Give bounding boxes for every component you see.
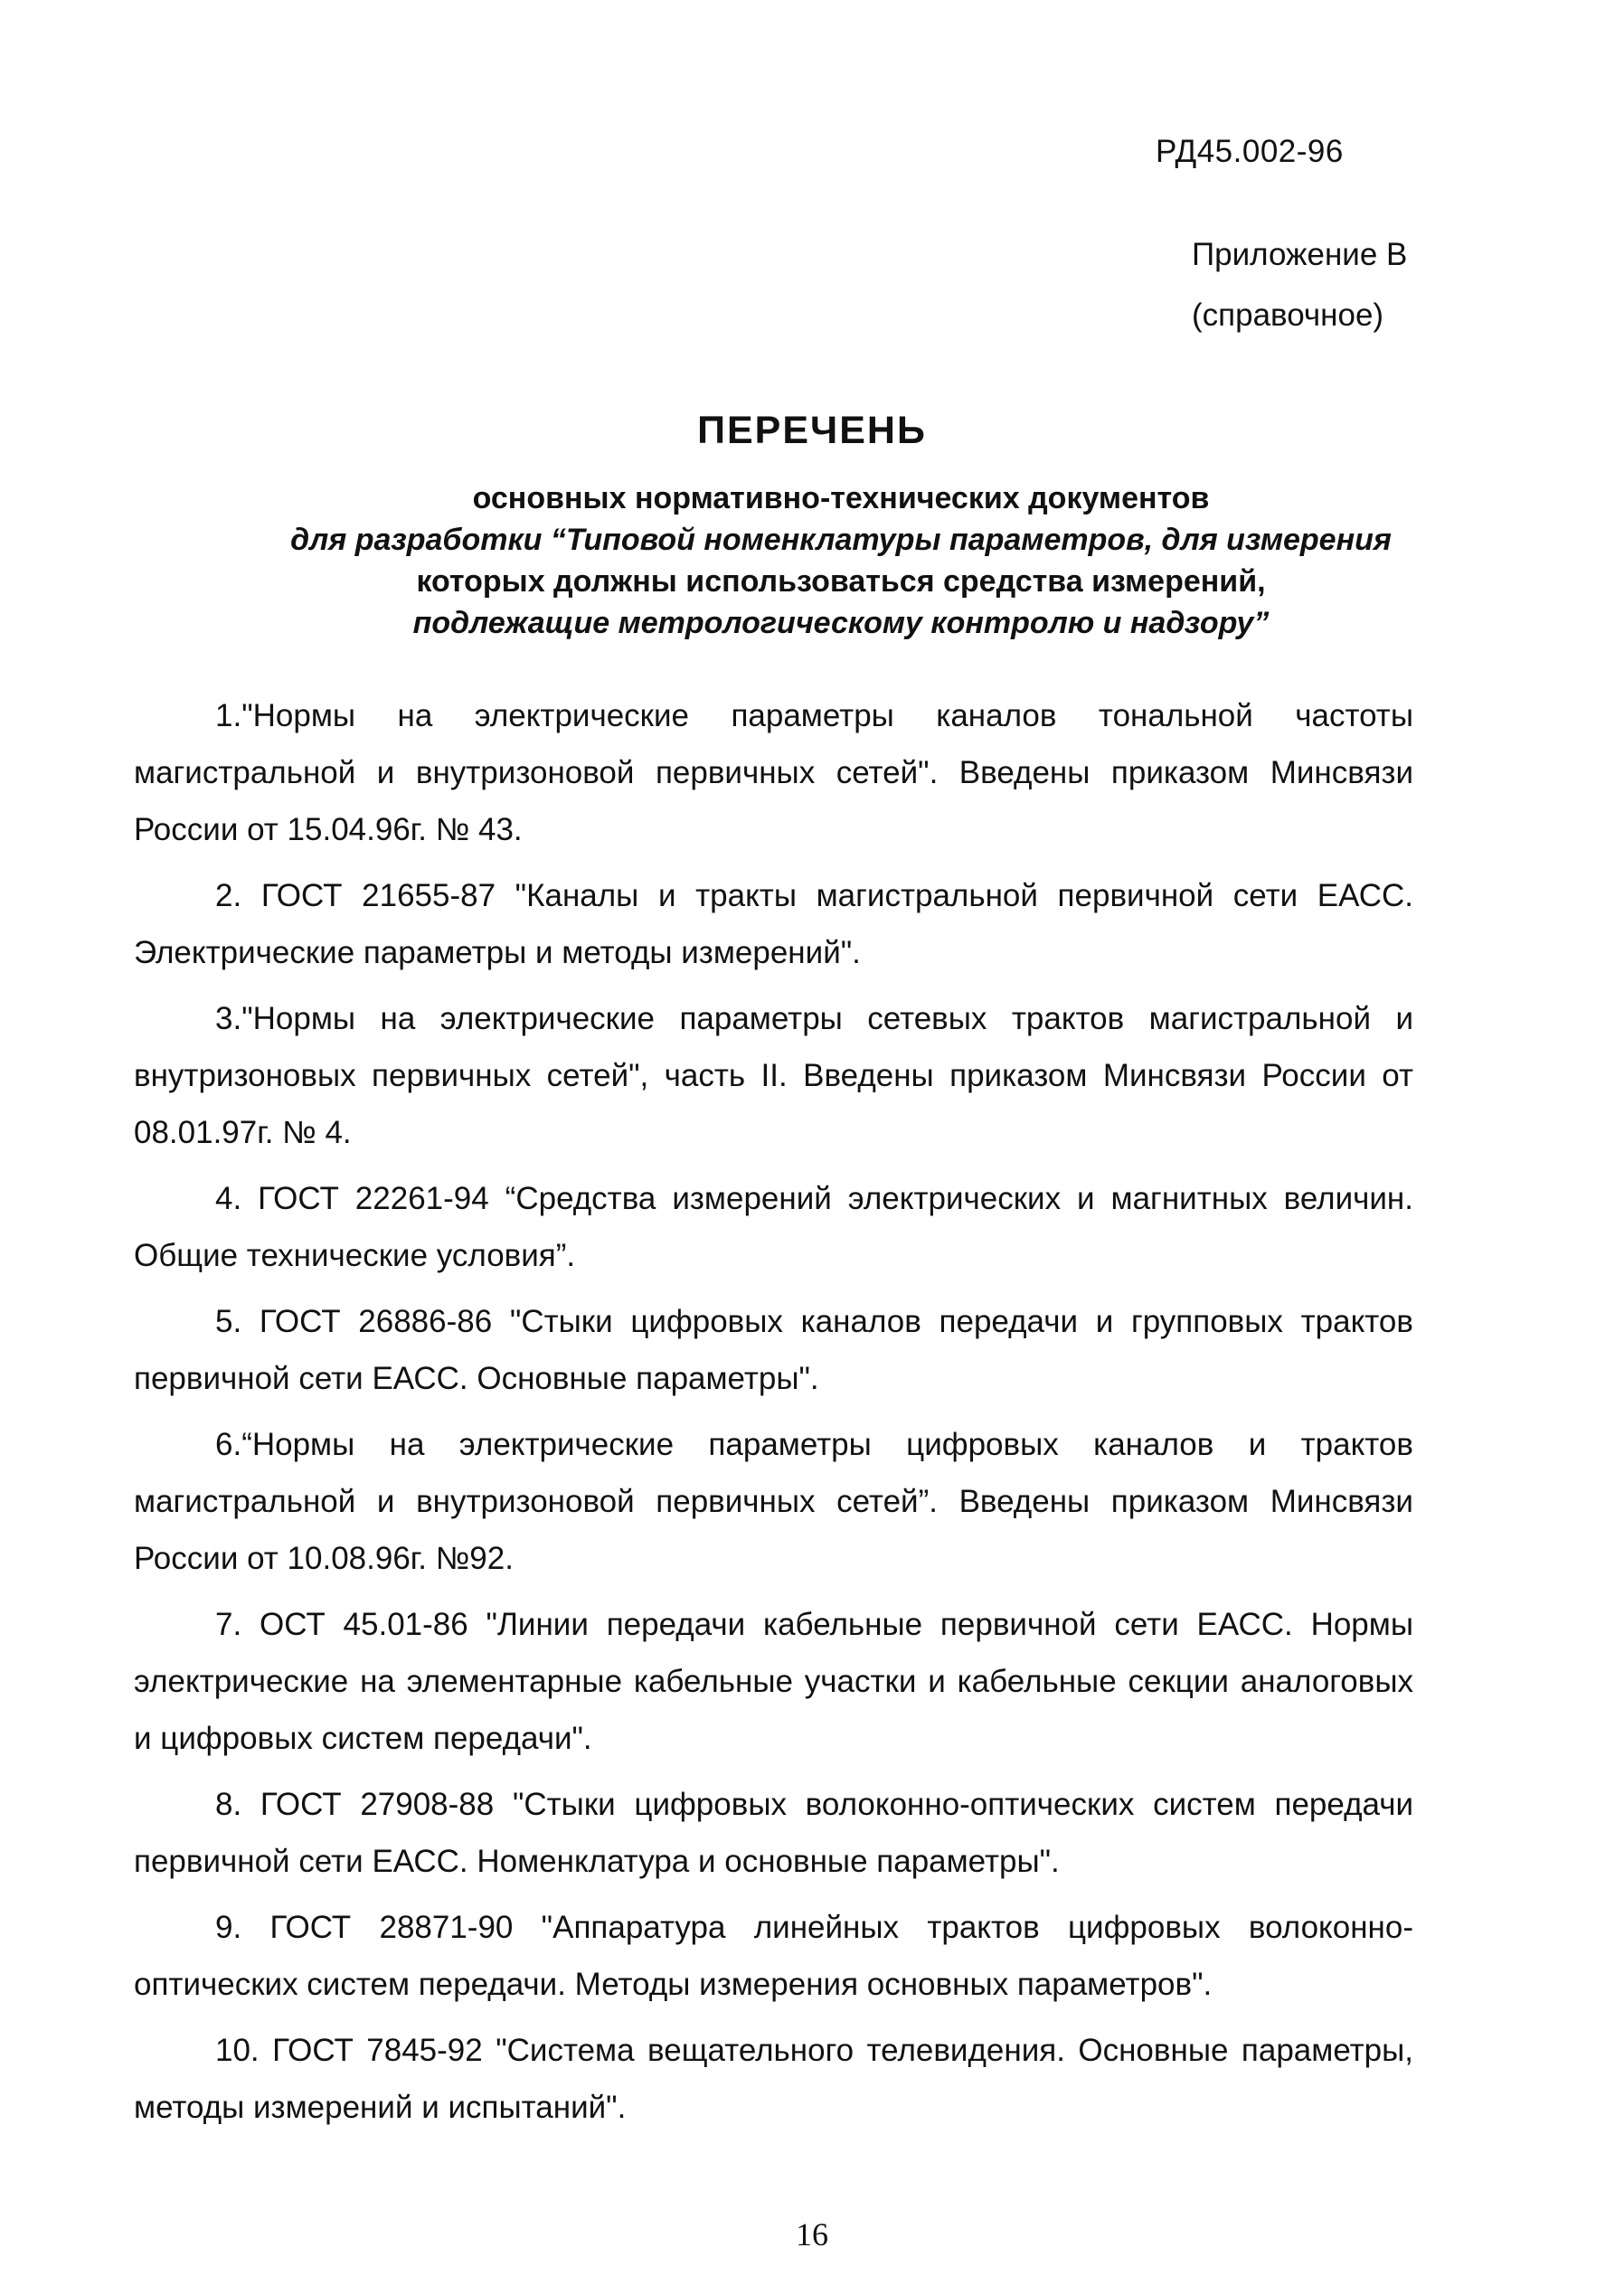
list-item: 10. ГОСТ 7845-92 "Система вещательного телевидения. Основные параметры, методы измерений и испытаний". [134, 2033, 1413, 2125]
document-list [134, 687, 1413, 2145]
list-item: 5. ГОСТ 26886-86 "Стыки цифровых каналов передачи и групповых трактов первичной сети ЕАСС. Основные параметры". [134, 1304, 1413, 1396]
page-number: 16 [796, 2216, 828, 2252]
list-item: 9. ГОСТ 28871-90 "Аппаратура линейных трактов цифровых волоконно-оптических систем передачи. Методы измерения основных параметров". [134, 1910, 1413, 2002]
appendix-note: (справочное) [1192, 298, 1384, 333]
subtitle-line-1: основных нормативно-технических документов [472, 481, 1210, 515]
subtitle-line-4: подлежащие метрологическому контролю и надзору” [412, 606, 1270, 640]
list-item: 8. ГОСТ 27908-88 "Стыки цифровых волоконно-оптических систем передачи первичной сети ЕАСС. Номенклатура и основные параметры". [134, 1787, 1413, 1879]
document-code: РД45.002-96 [1156, 134, 1344, 169]
list-item: 4. ГОСТ 22261-94 “Средства измерений электрических и магнитных величин. Общие технические условия”. [134, 1181, 1413, 1273]
list-item: 7. ОСТ 45.01-86 "Линии передачи кабельные первичной сети ЕАСС. Нормы электрические на элементарные кабельные участки и кабельные секции аналоговых и цифровых систем передачи". [134, 1607, 1413, 1756]
appendix-label: Приложение В [1192, 237, 1408, 272]
list-item: 1."Нормы на электрические параметры каналов тональной частоты магистральной и внутризоновой первичных сетей". Введены приказом Минсвязи России от 15.04.96г. № 43. [134, 698, 1413, 847]
page-subtitle [136, 477, 1546, 644]
list-item: 3."Нормы на электрические параметры сетевых трактов магистральной и внутризоновых первичных сетей", часть II. Введены приказом Минсвязи России от 08.01.97г. № 4. [134, 1001, 1413, 1150]
subtitle-line-3: которых должны использоваться средства измерений, [416, 564, 1266, 599]
page-title: ПЕРЕЧЕНЬ [697, 409, 927, 452]
list-item: 6.“Нормы на электрические параметры цифровых каналов и трактов магистральной и внутризоновой первичных сетей”. Введены приказом Минсвязи России от 10.08.96г. №92. [134, 1427, 1413, 1576]
list-item: 2. ГОСТ 21655-87 "Каналы и тракты магистральной первичной сети ЕАСС. Электрические параметры и методы измерений". [134, 878, 1413, 970]
subtitle-line-2: для разработки “Типовой номенклатуры параметров, для измерения [290, 523, 1392, 557]
